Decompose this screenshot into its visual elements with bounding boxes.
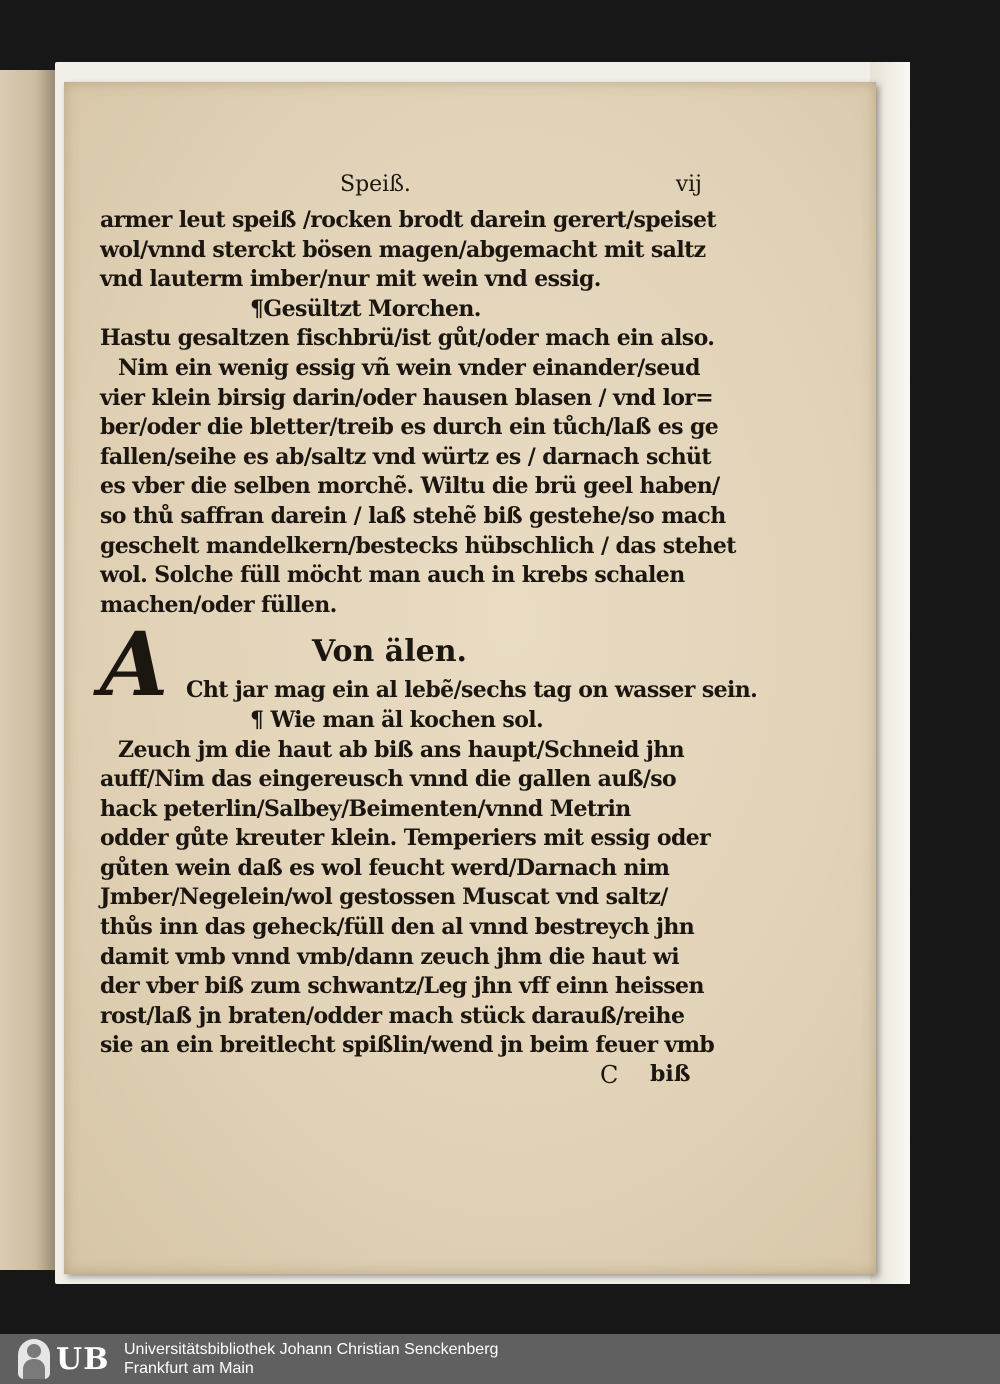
portrait-seal-icon (18, 1339, 50, 1379)
text-line: Jmber/Negelein/wol gestossen Muscat vnd saltz/ (100, 884, 668, 911)
text-line: sie an ein breitlecht spißlin/wend jn beim feuer vmb (100, 1032, 715, 1059)
recipe-heading: ¶ Wie man äl kochen sol. (250, 706, 544, 733)
page-text (100, 172, 758, 1093)
text-line: vier klein birsig darin/oder hausen blasen / vnd lor= (100, 384, 714, 411)
text-line: damit vmb vnnd vmb/dann zeuch jhm die haut wi (100, 943, 679, 970)
text-line: Hastu gesaltzen fischbrü/ist gůt/oder mach ein also. (100, 325, 715, 352)
text-line: rost/laß jn braten/odder mach stück darauß/reihe (100, 1002, 685, 1029)
institution-line-1: Universitätsbibliothek Johann Christian Senckenberg (124, 1341, 499, 1358)
text-line: der vber biß zum schwantz/Leg jhn vff einn heissen (100, 973, 704, 1000)
text-line: ber/oder die bletter/treib es durch ein tůch/laß es ge (100, 414, 719, 441)
board-fold (870, 62, 910, 1284)
text-line: Cht jar mag ein al lebẽ/sechs tag on wasser sein. (186, 677, 758, 704)
text-line: auff/Nim das eingereusch vnnd die gallen auß/so (100, 766, 677, 793)
text-line: gůten wein daß es wol feucht werd/Darnach nim (100, 854, 670, 881)
logo-text: UB (56, 1341, 110, 1377)
institution-name (124, 1340, 498, 1378)
decorated-initial: A (100, 612, 169, 717)
folio-number: vij (675, 172, 702, 197)
catchword: biß (650, 1061, 691, 1088)
text-line: fallen/seihe es ab/saltz vnd würtz es / darnach schüt (100, 443, 711, 470)
page-footer (100, 1061, 708, 1093)
library-logo[interactable] (18, 1339, 114, 1379)
recipe-heading: ¶Gesültzt Morchen. (250, 295, 481, 322)
page-header (100, 172, 708, 206)
library-footer (0, 1334, 1000, 1384)
text-line: machen/oder füllen. (100, 591, 337, 618)
text-line: wol/vnnd sterckt bösen magen/abgemacht mit saltz (100, 236, 706, 263)
text-line: armer leut speiß /rocken brodt darein gerert/speiset (100, 207, 716, 233)
institution-line-2: Frankfurt am Main (124, 1360, 254, 1377)
text-line: Zeuch jm die haut ab biß ans haupt/Schneid jhn (118, 736, 685, 763)
text-line: thůs inn das geheck/füll den al vnnd bestreych jhn (100, 914, 695, 941)
left-page-edge (0, 70, 60, 1270)
text-line: wol. Solche füll möcht man auch in krebs schalen (100, 562, 685, 589)
text-line: so thů saffran darein / laß stehẽ biß gestehe/so mach (100, 502, 726, 529)
text-line: hack peterlin/Salbey/Beimenten/vnnd Metrin (100, 795, 631, 822)
section-title: Von älen. (312, 634, 467, 670)
text-line: es vber die selben morchẽ. Wiltu die brü geel haben/ (100, 473, 720, 500)
signature-mark: C (600, 1061, 619, 1090)
text-line: geschelt mandelkern/bestecks hübschlich / das stehet (100, 532, 736, 559)
text-line: Nim ein wenig essig vñ wein vnder einander/seud (118, 354, 700, 381)
text-line: odder gůte kreuter klein. Temperiers mit essig oder (100, 825, 711, 852)
text-line: vnd lauterm imber/nur mit wein vnd essig. (100, 266, 601, 293)
running-head: Speiß. (340, 172, 411, 197)
